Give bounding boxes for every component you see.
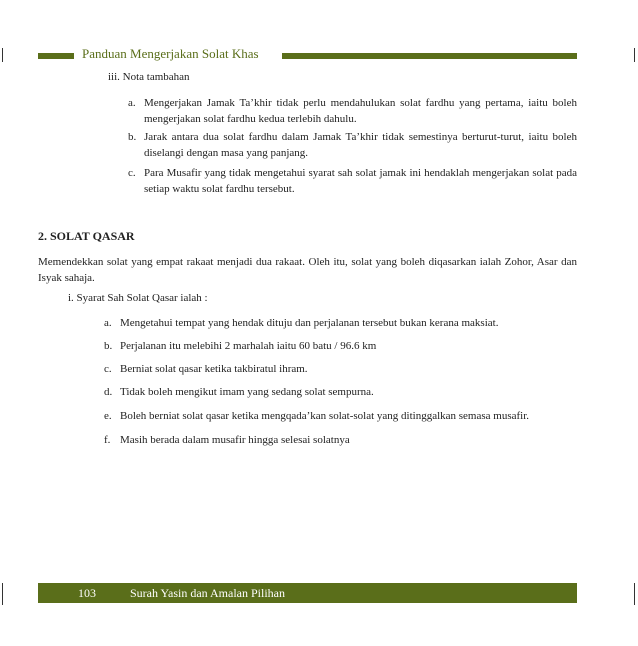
nota-item-b-marker: b.	[128, 131, 137, 143]
syarat-item-d-marker: d.	[104, 386, 113, 398]
footer-bar	[38, 583, 577, 603]
section-intro: Memendekkan solat yang empat rakaat menjadi dua rakaat. Oleh itu, solat yang boleh diqasarkan ialah Zohor, Asar dan Isyak sahaja.	[38, 256, 577, 284]
nota-item-c-text: Para Musafir yang tidak mengetahui syarat sah solat jamak ini hendaklah mengerjakan solat pada setiap waktu solat fardhu tersebut.	[144, 167, 577, 195]
nota-item-b-text: Jarak antara dua solat fardhu dalam Jamak Ta’khir tidak semestinya berturut-turut, iaitu boleh diselangi dengan masa yang panjang.	[144, 131, 577, 159]
footer-book-title: Surah Yasin dan Amalan Pilihan	[130, 586, 285, 600]
syarat-item-c-marker: c.	[104, 363, 112, 375]
syarat-item-a-text: Mengetahui tempat yang hendak dituju dan perjalanan tersebut bukan kerana maksiat.	[120, 317, 499, 329]
nota-heading: iii. Nota tambahan	[108, 71, 190, 83]
section-title: 2. SOLAT QASAR	[38, 229, 135, 243]
syarat-item-a-marker: a.	[104, 317, 112, 329]
syarat-item-e-text: Boleh berniat solat qasar ketika mengqada’kan solat-solat yang ditinggalkan semasa musafir.	[120, 410, 530, 422]
nota-item-c-marker: c.	[128, 167, 136, 179]
crop-mark-left-top	[2, 48, 3, 62]
syarat-item-b-marker: b.	[104, 340, 113, 352]
syarat-item-f-marker: f.	[104, 434, 111, 446]
nota-item-a-text: Mengerjakan Jamak Ta’khir tidak perlu mendahulukan solat fardhu yang pertama, iaitu boleh mengerjakan solat fardhu kedua terlebih dahulu.	[144, 97, 577, 125]
syarat-heading: i. Syarat Sah Solat Qasar ialah :	[68, 292, 208, 304]
syarat-item-b-text: Perjalanan itu melebihi 2 marhalah iaitu 60 batu / 96.6 km	[120, 340, 377, 352]
syarat-item-e-marker: e.	[104, 410, 112, 422]
header-title: Panduan Mengerjakan Solat Khas	[82, 46, 259, 61]
page-number: 103	[78, 586, 96, 600]
syarat-item-d-text: Tidak boleh mengikut imam yang sedang solat sempurna.	[120, 386, 374, 398]
nota-item-a-marker: a.	[128, 97, 136, 109]
syarat-item-f-text: Masih berada dalam musafir hingga selesai solatnya	[120, 434, 350, 446]
header-bar-right	[282, 53, 577, 59]
syarat-item-c-text: Berniat solat qasar ketika takbiratul ihram.	[120, 363, 308, 375]
header-bar-left	[38, 53, 74, 59]
crop-mark-right-bottom	[634, 583, 635, 605]
crop-mark-right-top	[634, 48, 635, 62]
crop-mark-left-bottom	[2, 583, 3, 605]
